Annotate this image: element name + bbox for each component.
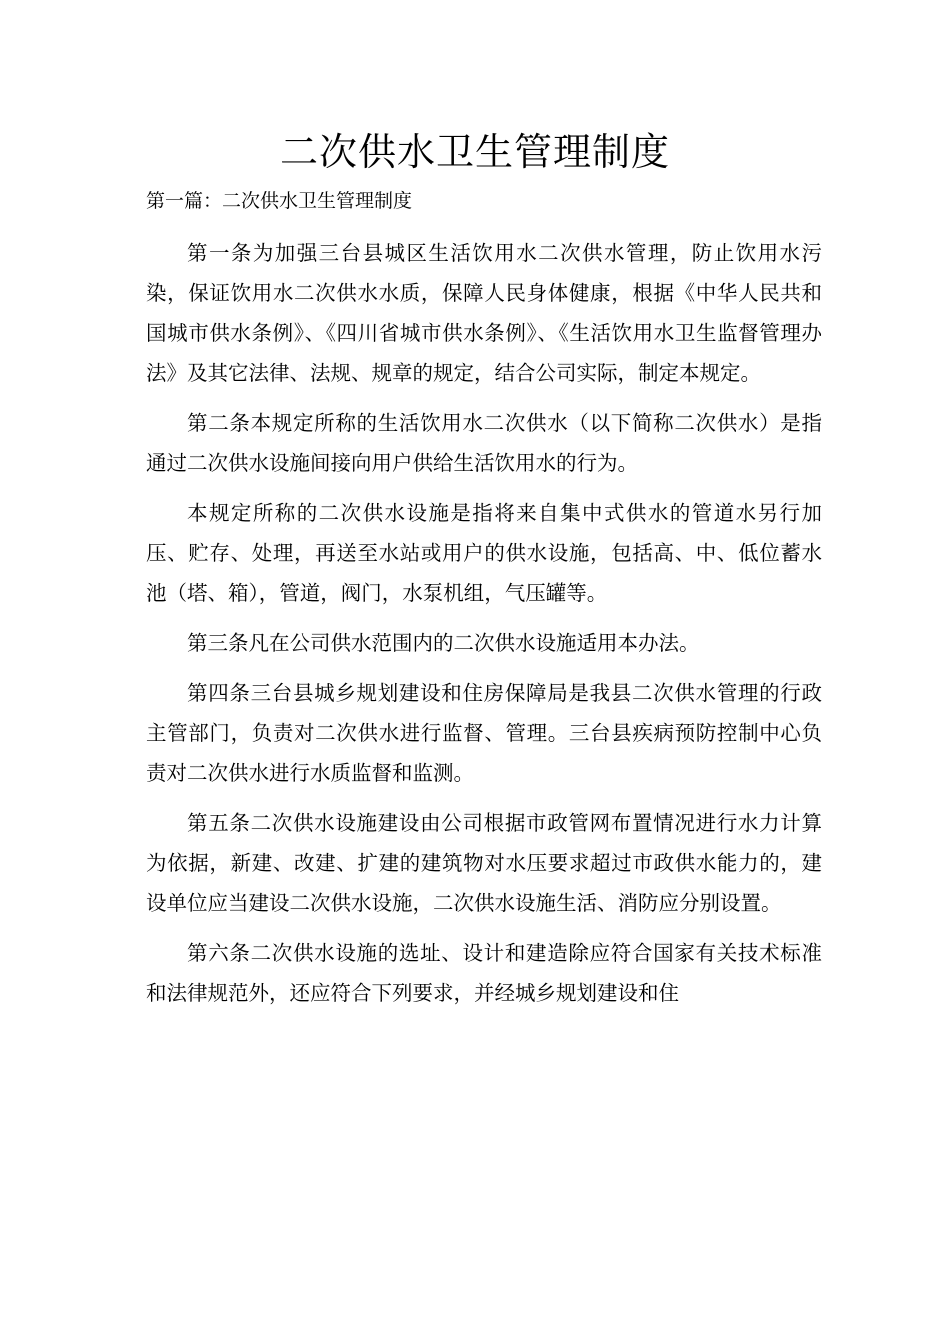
paragraph-article-1: 第一条为加强三台县城区生活饮用水二次供水管理，防止饮用水污染，保证饮用水二次供水水质，保障人民身体健康，根据《中华人民共和国城市供水条例》、《四川省城市供水条例》、《生活饮用水卫生监督管理办法》及其它法律、法规、规章的规定，结合公司实际，制定本规定。 — [146, 241, 822, 385]
document-subtitle: 第一篇：二次供水卫生管理制度 — [146, 190, 413, 212]
paragraph-article-3: 第三条凡在公司供水范围内的二次供水设施适用本办法。 — [187, 631, 700, 655]
document-body — [146, 233, 822, 1023]
paragraph-article-5: 第五条二次供水设施建设由公司根据市政管网布置情况进行水力计算为依据，新建、改建、扩建的建筑物对水压要求超过市政供水能力的，建设单位应当建设二次供水设施，二次供水设施生活、消防应分别设置。 — [146, 811, 822, 915]
document-title: 二次供水卫生管理制度 — [279, 130, 670, 174]
paragraph-article-4: 第四条三台县城乡规划建设和住房保障局是我县二次供水管理的行政主管部门，负责对二次供水进行监督、管理。三台县疾病预防控制中心负责对二次供水进行水质监督和监测。 — [146, 681, 822, 785]
paragraph-facility-definition: 本规定所称的二次供水设施是指将来自集中式供水的管道水另行加压、贮存、处理，再送至水站或用户的供水设施，包括高、中、低位蓄水池（塔、箱），管道，阀门，水泵机组，气压罐等。 — [146, 501, 822, 605]
paragraph-article-6: 第六条二次供水设施的选址、设计和建造除应符合国家有关技术标准和法律规范外，还应符合下列要求，并经城乡规划建设和住 — [146, 941, 822, 1005]
paragraph-article-2: 第二条本规定所称的生活饮用水二次供水（以下简称二次供水）是指通过二次供水设施间接向用户供给生活饮用水的行为。 — [146, 411, 822, 475]
